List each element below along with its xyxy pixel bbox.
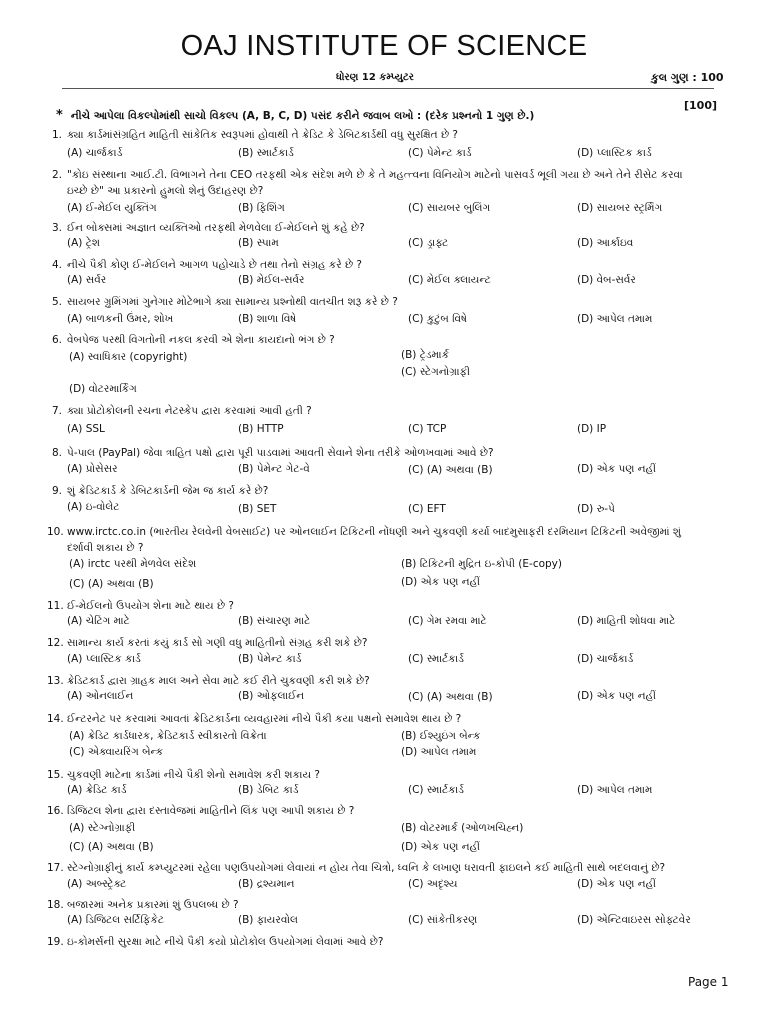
answer-option: (C) (A) અથવા (B) bbox=[408, 691, 493, 703]
question-text: ઇ-કોમર્સની સુરક્ષા માટે નીચે પૈકી કયો પ્રોટોકોલ ઉપયોગમાં લેવામાં આવે છે? bbox=[67, 936, 384, 948]
question-text: www.irctc.co.in (ભારતીય રેલવેની વેબસાઈટ) પર ઓનલાઈન ટિકિટની નોંધણી અને ચુકવણી કર્યા બાદમુસાફરી દરમિયાન ટિકિટની અવેજીમાં શું bbox=[67, 526, 681, 538]
question-number: 1. bbox=[52, 129, 63, 141]
institute-title: OAJ INSTITUTE OF SCIENCE bbox=[180, 30, 588, 62]
answer-option: (B) ઓફલાઈન bbox=[238, 690, 305, 702]
question-text: ઇચ્છે છે" આ પ્રકારનો હુમલો શેનું ઉદાહરણ છે? bbox=[67, 185, 264, 197]
question-text: દર્શાવી શકાય છે ? bbox=[67, 542, 144, 554]
question-number: 15. bbox=[47, 769, 64, 781]
subject-label: ધોરણ 12 કમ્પ્યુટર bbox=[336, 72, 414, 83]
answer-option: (A) અબ્સ્ટ્રેક્ટ bbox=[67, 878, 127, 890]
answer-option: (B) SET bbox=[238, 503, 277, 515]
answer-option: (C) સ્ટેગનોગ્રાફી bbox=[401, 366, 471, 378]
answer-option: (B) HTTP bbox=[238, 423, 284, 435]
answer-option: (D) આર્કાઇવ bbox=[577, 237, 634, 249]
question-number: 4. bbox=[52, 259, 63, 271]
question-text: "કોઇ સંસ્થાના આઈ.ટી. વિભાગને તેના CEO તરફથી એક સંદેશ મળે છે કે તે મહત્ત્વના વિનિયોગ માટેનો પાસવર્ડ ભૂલી ગયા છે અને તેને રીસેટ કરવા bbox=[67, 169, 683, 181]
total-marks: કુલ ગુણ : 100 bbox=[651, 71, 724, 84]
question-number: 10. bbox=[47, 526, 64, 538]
answer-option: (C) (A) અથવા (B) bbox=[69, 578, 154, 590]
answer-option: (B) સંચારણ માટે bbox=[238, 615, 311, 627]
answer-option: (A) ક્રેડિટ કાર્ડધારક, ક્રેડિટકાર્ડ સ્વીકારતો વિક્રેતા bbox=[69, 730, 267, 742]
answer-option: (C) એક્વાયરિંગ બેન્ક bbox=[69, 746, 164, 758]
answer-option: (D) એક પણ નહીં bbox=[577, 463, 657, 475]
answer-option: (C) સ્માર્ટકાર્ડ bbox=[408, 653, 464, 665]
question-number: 2. bbox=[52, 169, 63, 181]
question-number: 3. bbox=[52, 222, 63, 234]
answer-option: (D) એક પણ નહીં bbox=[401, 576, 481, 588]
question-number: 8. bbox=[52, 447, 63, 459]
question-number: 6. bbox=[52, 334, 63, 346]
answer-option: (D) રુ-પે bbox=[577, 503, 615, 515]
answer-option: (C) કુટુંબ વિષે bbox=[408, 313, 467, 325]
answer-option: (D) માહિતી શોધવા માટે bbox=[577, 615, 676, 627]
question-text: સામાન્ય કાર્ય કરતાં કયું કાર્ડ સો ગણી વધુ માહિતીનો સંગ્રહ કરી શકે છે? bbox=[67, 637, 368, 649]
star-icon: * bbox=[56, 108, 63, 123]
answer-option: (A) ચાર્જકાર્ડ bbox=[67, 147, 123, 159]
answer-option: (B) પેમેન્ટ કાર્ડ bbox=[238, 653, 302, 665]
question-text: પે-પાલ (PayPal) જેવા ત્રાહિત પક્ષો દ્વારા પૂરી પાડવામાં આવતી સેવાને શેના તરીકે ઓળખવામાં આવે છે? bbox=[67, 447, 494, 459]
question-text: ઈન બોક્સમાં અજ્ઞાત વ્યક્તિઓ તરફથી મેળવેલા ઈ-મેઈલને શું કહે છે? bbox=[67, 222, 365, 234]
answer-option: (D) આપેલ તમામ bbox=[401, 746, 477, 758]
question-text: વેબપેજ પરથી વિગતોની નકલ કરવી એ શેના કાયદાનો ભંગ છે ? bbox=[67, 334, 335, 346]
answer-option: (D) એક પણ નહીં bbox=[401, 841, 481, 853]
answer-option: (B) શાળા વિષે bbox=[238, 313, 297, 325]
question-text: ક્રેડિટકાર્ડ દ્વારા ગ્રાહક માલ અને સેવા માટે કઈ રીતે ચુકવણી કરી શકે છે? bbox=[67, 675, 370, 687]
answer-option: (D) પ્લાસ્ટિક કાર્ડ bbox=[577, 147, 652, 159]
answer-option: (A) ઇ-વોલેટ bbox=[67, 501, 120, 513]
answer-option: (B) ડેબિટ કાર્ડ bbox=[238, 784, 299, 796]
header-divider bbox=[62, 88, 714, 89]
answer-option: (A) ઓનલાઈન bbox=[67, 690, 134, 702]
answer-option: (A) સર્વર bbox=[67, 274, 107, 286]
answer-option: (C) મેઈલ ક્લાયન્ટ bbox=[408, 274, 491, 286]
answer-option: (A) સ્ટેગ્નોગ્રાફી bbox=[69, 822, 136, 834]
answer-option: (B) મેઈલ-સર્વર bbox=[238, 274, 305, 286]
answer-option: (A) irctc પરથી મેળવેલ સંદેશ bbox=[69, 558, 197, 570]
question-number: 19. bbox=[47, 936, 64, 948]
answer-option: (D) IP bbox=[577, 423, 607, 435]
question-text: ઈન્ટરનેટ પર કરવામાં આવતાં ક્રેડિટકાર્ડના વ્યવહારમાં નીચે પૈકી કયા પક્ષનો સમાવેશ થાય છે ? bbox=[67, 713, 462, 725]
question-number: 9. bbox=[52, 485, 63, 497]
answer-option: (B) વોટરમાર્ક (ઓળખચિહ્ન) bbox=[401, 822, 524, 834]
answer-option: (D) આપેલ તમામ bbox=[577, 784, 653, 796]
answer-option: (C) અદૃશ્ય bbox=[408, 878, 458, 890]
answer-option: (B) ફાયરવોલ bbox=[238, 914, 298, 926]
answer-option: (D) એક પણ નહીં bbox=[577, 690, 657, 702]
answer-option: (A) ટ્રેશ bbox=[67, 237, 100, 249]
question-number: 5. bbox=[52, 296, 63, 308]
answer-option: (A) પ્લાસ્ટિક કાર્ડ bbox=[67, 653, 141, 665]
answer-option: (C) EFT bbox=[408, 503, 446, 515]
answer-option: (C) સ્માર્ટકાર્ડ bbox=[408, 784, 464, 796]
answer-option: (D) ચાર્જકાર્ડ bbox=[577, 653, 634, 665]
question-text: શું ક્રેડિટકાર્ડ કે ડેબિટકાર્ડની જેમ જ કાર્ય કરે છે? bbox=[67, 485, 269, 497]
question-text: નીચે પૈકી કોણ ઈ-મેઈલને આગળ પહોચાડે છે તથા તેનો સંગ્રહ કરે છે ? bbox=[67, 259, 363, 271]
answer-option: (C) TCP bbox=[408, 423, 447, 435]
answer-option: (C) ગેમ રમવા માટે bbox=[408, 615, 487, 627]
answer-option: (B) ઈશ્યુઇંગ બેન્ક bbox=[401, 730, 481, 742]
question-text: ડિજિટલ શેના દ્વારા દસ્તાવેજમાં માહિતીને લિંક પણ આપી શકાય છે ? bbox=[67, 805, 355, 817]
question-text: સ્ટેગ્નોગ્રાફીનું કાર્ય કમ્પ્યુટરમાં રહેલા પણઉપયોગમાં લેવાયાં ન હોય તેવા ચિત્રો, ધ્વનિ કે લખાણ ધરાવતી ફાઇલને કઈ માહિતી સાથે બદલવાનું છે? bbox=[67, 862, 666, 874]
answer-option: (C) (A) અથવા (B) bbox=[408, 464, 493, 476]
answer-option: (C) પેમેન્ટ કાર્ડ bbox=[408, 147, 472, 159]
answer-option: (B) ટિકિટની મુદ્રિત ઇ-કોપી (E-copy) bbox=[401, 558, 562, 570]
question-number: 17. bbox=[47, 862, 64, 874]
question-text: સાયબર ગ્રુમિંગમાં ગુનેગાર મોટેભાગે ક્યા સામાન્ય પ્રશ્નોથી વાતચીત શરૂ કરે છે ? bbox=[67, 296, 398, 308]
question-text: ક્યા પ્રોટોકોલની રચના નેટસ્કેપ દ્વારા કરવામાં આવી હતી ? bbox=[67, 405, 312, 417]
answer-option: (C) સાયબર બુલિંગ bbox=[408, 202, 491, 214]
answer-option: (C) સાંકેતીકરણ bbox=[408, 914, 478, 926]
answer-option: (B) દ્રશ્યમાન bbox=[238, 878, 295, 890]
answer-option: (A) ઈ-મેઈલ યુક્તિંગ bbox=[67, 202, 157, 214]
question-text: બજારમાં અનેક પ્રકારમાં શું ઉપલબ્ધ છે ? bbox=[67, 899, 239, 911]
question-number: 11. bbox=[47, 600, 64, 612]
answer-option: (C) (A) અથવા (B) bbox=[69, 841, 154, 853]
question-number: 12. bbox=[47, 637, 64, 649]
marks-box: [100] bbox=[684, 99, 718, 112]
question-number: 16. bbox=[47, 805, 64, 817]
answer-option: (D) એન્ટિવાઇરસ સોફ્ટવેર bbox=[577, 914, 691, 926]
answer-option: (B) ફિશિંગ bbox=[238, 202, 285, 214]
answer-option: (D) સાયબર સ્ટ્રર્મિંગ bbox=[577, 202, 663, 214]
answer-option: (A) બાળકની ઉંમર, શોખ bbox=[67, 313, 174, 325]
answer-option: (B) પેમેન્ટ ગેટ-વે bbox=[238, 463, 310, 475]
answer-option: (D) એક પણ નહીં bbox=[577, 878, 657, 890]
answer-option: (A) SSL bbox=[67, 423, 105, 435]
question-number: 18. bbox=[47, 899, 64, 911]
question-text: ક્યા કાર્ડમાંસંગ્રહિત માહિતી સાંકેતિક સ્વરૂપમાં હોવાથી તે ક્રેડિટ કે ડેબિટકાર્ડથી વધુ સુરક્ષિત છે ? bbox=[67, 129, 458, 141]
answer-option: (C) ડ્રાફ્ટ bbox=[408, 237, 449, 249]
page-number: Page 1 bbox=[688, 975, 729, 989]
question-number: 14. bbox=[47, 713, 64, 725]
answer-option: (D) વેબ-સર્વર bbox=[577, 274, 636, 286]
answer-option: (D) આપેલ તમામ bbox=[577, 313, 653, 325]
instruction-text: નીચે આપેલા વિકલ્પોમાંથી સાચો વિકલ્પ (A, B, C, D) પસંદ કરીને જવાબ લખો : (દરેક પ્રશ્નનો 1 ગુણ છે.) bbox=[70, 110, 535, 122]
question-text: ઈ-મેઈલનો ઉપયોગ શેના માટે થાય છે ? bbox=[67, 600, 234, 612]
question-number: 7. bbox=[52, 405, 63, 417]
answer-option: (D) વોટરમાર્કિંગ bbox=[69, 383, 137, 395]
answer-option: (B) સ્પામ bbox=[238, 237, 279, 249]
instruction bbox=[56, 108, 534, 123]
answer-option: (A) સ્વાધિકાર (copyright) bbox=[69, 351, 188, 363]
question-text: ચુકવણી માટેના કાર્ડમાં નીચે પૈકી શેનો સમાવેશ કરી શકાય ? bbox=[67, 769, 321, 781]
answer-option: (A) ચેટિંગ માટે bbox=[67, 615, 130, 627]
answer-option: (B) ટ્રેડમાર્ક bbox=[401, 349, 450, 361]
answer-option: (A) પ્રોસેસર bbox=[67, 463, 118, 475]
answer-option: (A) ડિજિટલ સર્ટિફિકેટ bbox=[67, 914, 164, 926]
answer-option: (B) સ્માર્ટકાર્ડ bbox=[238, 147, 294, 159]
question-number: 13. bbox=[47, 675, 64, 687]
answer-option: (A) ક્રેડિટ કાર્ડ bbox=[67, 784, 127, 796]
